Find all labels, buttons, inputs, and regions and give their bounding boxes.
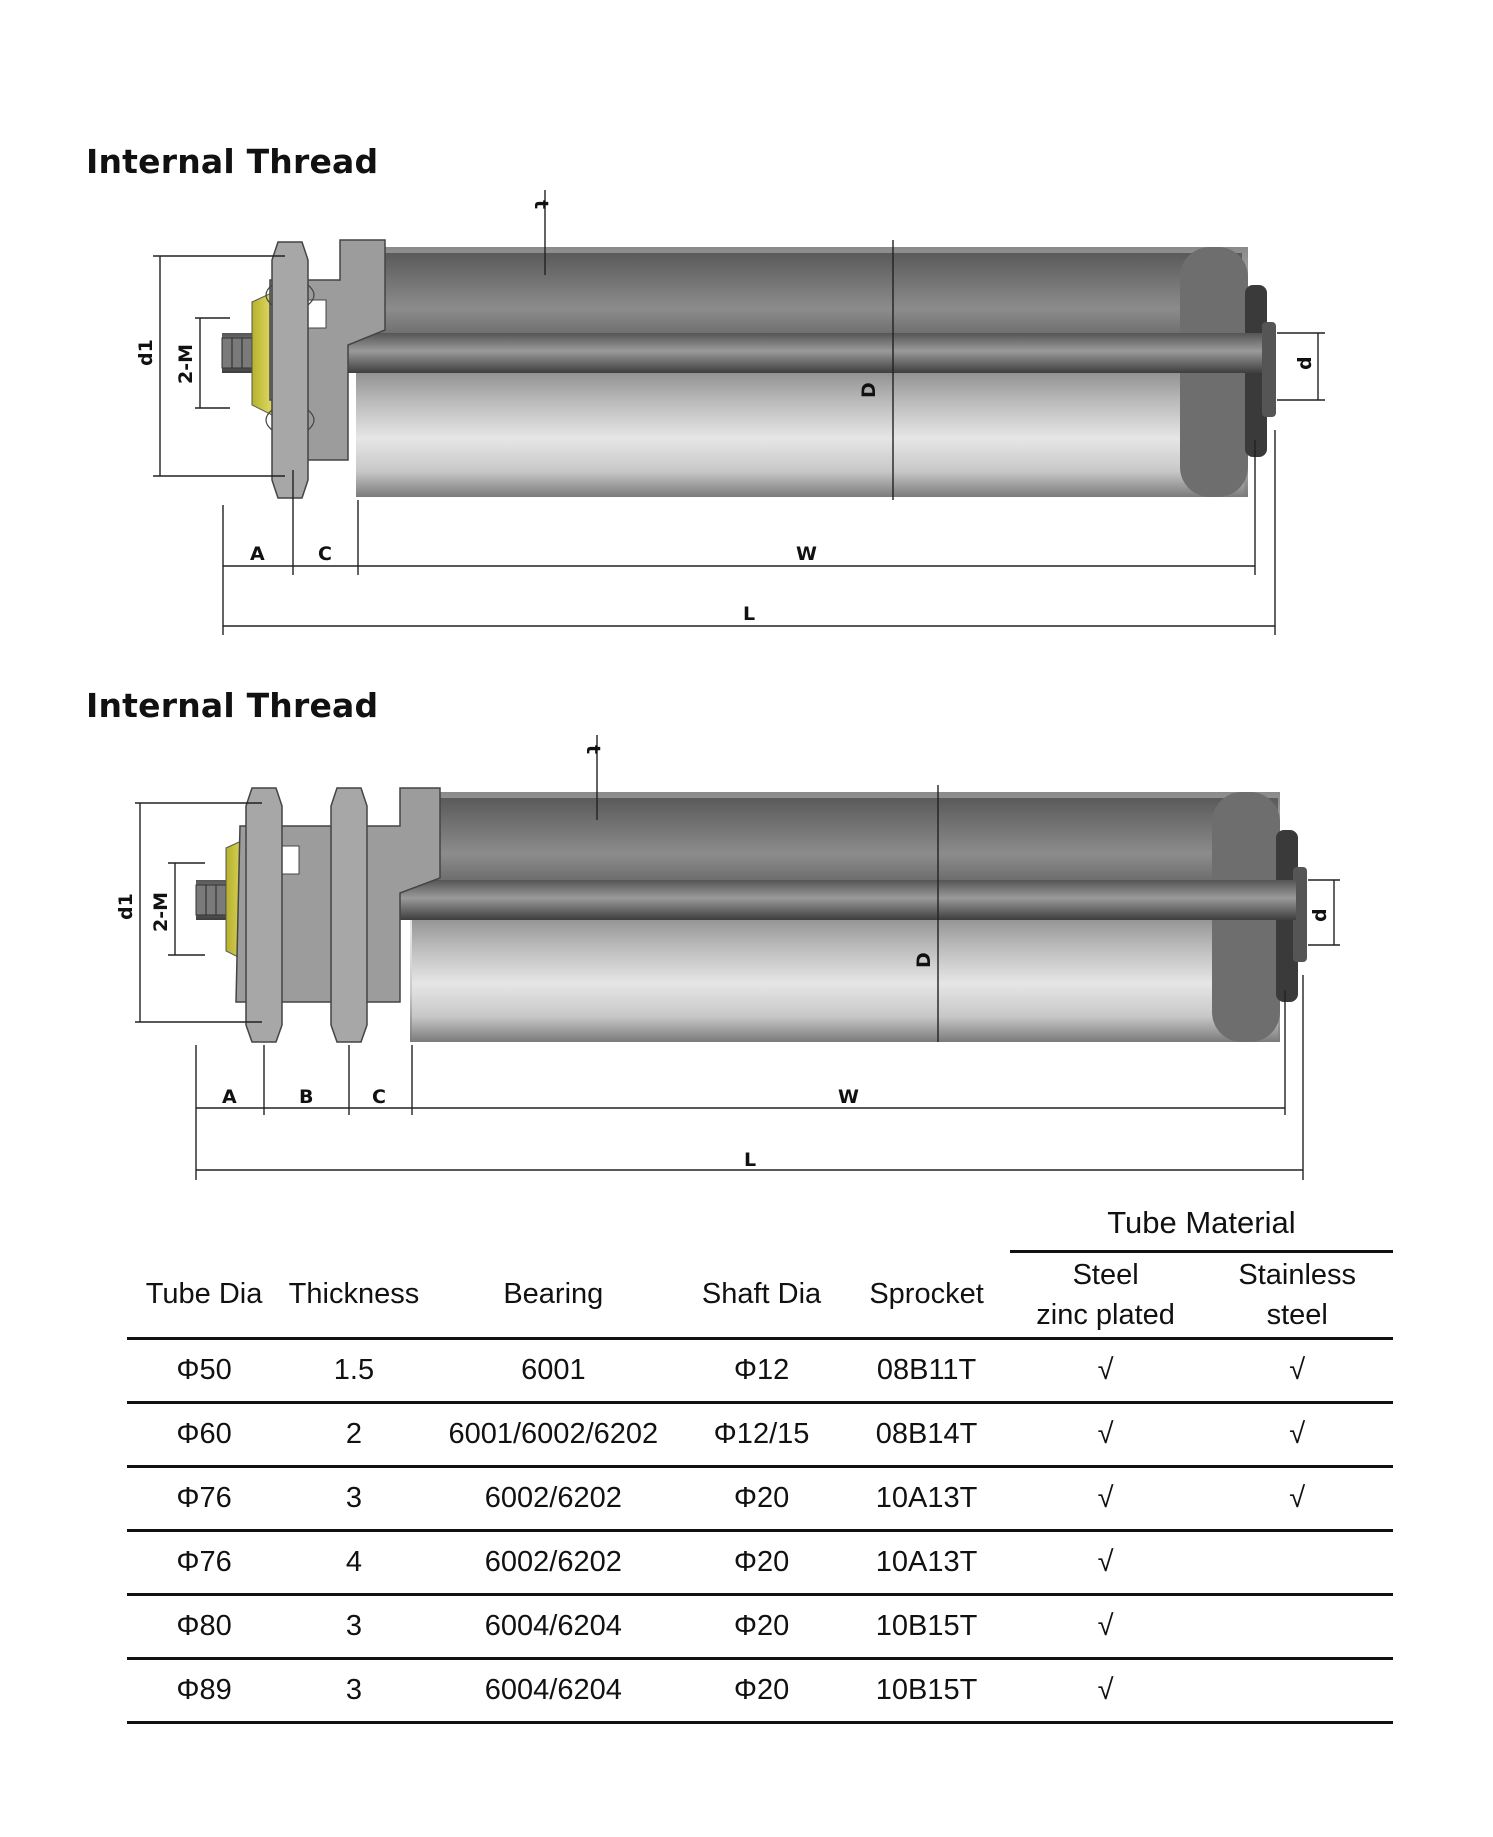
cell-tube-dia: Φ76 xyxy=(127,1531,281,1595)
cell-bearing: 6001 xyxy=(427,1339,680,1403)
cell-shaft-dia: Φ20 xyxy=(680,1467,843,1531)
cell-stainless xyxy=(1201,1595,1393,1659)
cell-bearing: 6004/6204 xyxy=(427,1595,680,1659)
cell-tube-dia: Φ80 xyxy=(127,1595,281,1659)
cell-tube-dia: Φ50 xyxy=(127,1339,281,1403)
dim-label-C: C xyxy=(372,1086,386,1108)
cell-bearing: 6001/6002/6202 xyxy=(427,1403,680,1467)
dim-label-D: D xyxy=(858,382,880,398)
roller-drawing-double-sprocket xyxy=(0,725,1493,1195)
cell-stainless: √ xyxy=(1201,1467,1393,1531)
cell-steel: √ xyxy=(1010,1659,1202,1723)
dim-label-W: W xyxy=(838,1086,859,1108)
cell-stainless: √ xyxy=(1201,1403,1393,1467)
dim-label-W: W xyxy=(796,543,817,565)
cell-bearing: 6004/6204 xyxy=(427,1659,680,1723)
cell-thickness: 1.5 xyxy=(281,1339,427,1403)
dim-label-2m: 2-M xyxy=(150,891,172,932)
dim-label-L: L xyxy=(744,1149,757,1171)
dim-label-d: d xyxy=(1309,908,1331,922)
dim-label-B: B xyxy=(299,1086,314,1108)
cell-steel: √ xyxy=(1010,1595,1202,1659)
col-header-sprocket: Sprocket xyxy=(843,1252,1010,1339)
cell-shaft-dia: Φ20 xyxy=(680,1531,843,1595)
sprocket-1 xyxy=(246,788,282,1042)
table-row xyxy=(127,1659,1393,1723)
cell-bearing: 6002/6202 xyxy=(427,1467,680,1531)
col-header-stainless: Stainless steel xyxy=(1201,1252,1393,1339)
cell-sprocket: 08B11T xyxy=(843,1339,1010,1403)
cell-thickness: 3 xyxy=(281,1659,427,1723)
cell-sprocket: 10A13T xyxy=(843,1531,1010,1595)
tube-material-header: Tube Material xyxy=(1010,1195,1393,1252)
shaft xyxy=(222,333,1262,373)
cell-shaft-dia: Φ12 xyxy=(680,1339,843,1403)
col-header-thickness: Thickness xyxy=(281,1252,427,1339)
cell-tube-dia: Φ60 xyxy=(127,1403,281,1467)
cell-steel: √ xyxy=(1010,1403,1202,1467)
cell-stainless xyxy=(1201,1531,1393,1595)
cell-tube-dia: Φ89 xyxy=(127,1659,281,1723)
table-header-row xyxy=(127,1252,1393,1339)
dim-label-L: L xyxy=(743,603,756,625)
sprocket xyxy=(272,242,308,498)
dim-label-t: t xyxy=(530,200,552,210)
col-header-shaft-dia: Shaft Dia xyxy=(680,1252,843,1339)
table-row xyxy=(127,1403,1393,1467)
spec-table xyxy=(127,1195,1393,1724)
cell-stainless: √ xyxy=(1201,1339,1393,1403)
section-title-2: Internal Thread xyxy=(86,686,379,725)
cell-thickness: 3 xyxy=(281,1467,427,1531)
dim-label-A: A xyxy=(250,543,265,565)
dim-label-A: A xyxy=(222,1086,237,1108)
cell-sprocket: 10B15T xyxy=(843,1659,1010,1723)
table-group-header-row xyxy=(127,1195,1393,1252)
dim-label-d1: d1 xyxy=(115,893,137,920)
cell-thickness: 3 xyxy=(281,1595,427,1659)
cell-stainless xyxy=(1201,1659,1393,1723)
right-shaft-end xyxy=(1262,322,1276,417)
cell-thickness: 4 xyxy=(281,1531,427,1595)
cell-steel: √ xyxy=(1010,1339,1202,1403)
dim-label-C: C xyxy=(318,543,332,565)
cell-sprocket: 10B15T xyxy=(843,1595,1010,1659)
cell-shaft-dia: Φ20 xyxy=(680,1595,843,1659)
cell-shaft-dia: Φ20 xyxy=(680,1659,843,1723)
col-header-bearing: Bearing xyxy=(427,1252,680,1339)
dim-label-d: d xyxy=(1294,356,1316,370)
dim-label-d1: d1 xyxy=(135,339,157,366)
sprocket-2 xyxy=(331,788,367,1042)
table-row xyxy=(127,1595,1393,1659)
dim-label-D: D xyxy=(913,952,935,968)
table-row xyxy=(127,1467,1393,1531)
dim-label-2m: 2-M xyxy=(175,343,197,384)
dim-label-t: t xyxy=(582,745,604,755)
cell-thickness: 2 xyxy=(281,1403,427,1467)
col-header-tube-dia: Tube Dia xyxy=(127,1252,281,1339)
tube-lower-half xyxy=(412,912,1278,1042)
roller-drawing-single-sprocket xyxy=(0,180,1493,650)
cell-sprocket: 10A13T xyxy=(843,1467,1010,1531)
cell-tube-dia: Φ76 xyxy=(127,1467,281,1531)
tube-lower-half xyxy=(356,367,1244,497)
cell-steel: √ xyxy=(1010,1467,1202,1531)
cell-steel: √ xyxy=(1010,1531,1202,1595)
cell-sprocket: 08B14T xyxy=(843,1403,1010,1467)
cell-bearing: 6002/6202 xyxy=(427,1531,680,1595)
cell-shaft-dia: Φ12/15 xyxy=(680,1403,843,1467)
col-header-steel-zinc: Steel zinc plated xyxy=(1010,1252,1202,1339)
section-title-1: Internal Thread xyxy=(86,142,379,181)
table-row xyxy=(127,1531,1393,1595)
table-row xyxy=(127,1339,1393,1403)
